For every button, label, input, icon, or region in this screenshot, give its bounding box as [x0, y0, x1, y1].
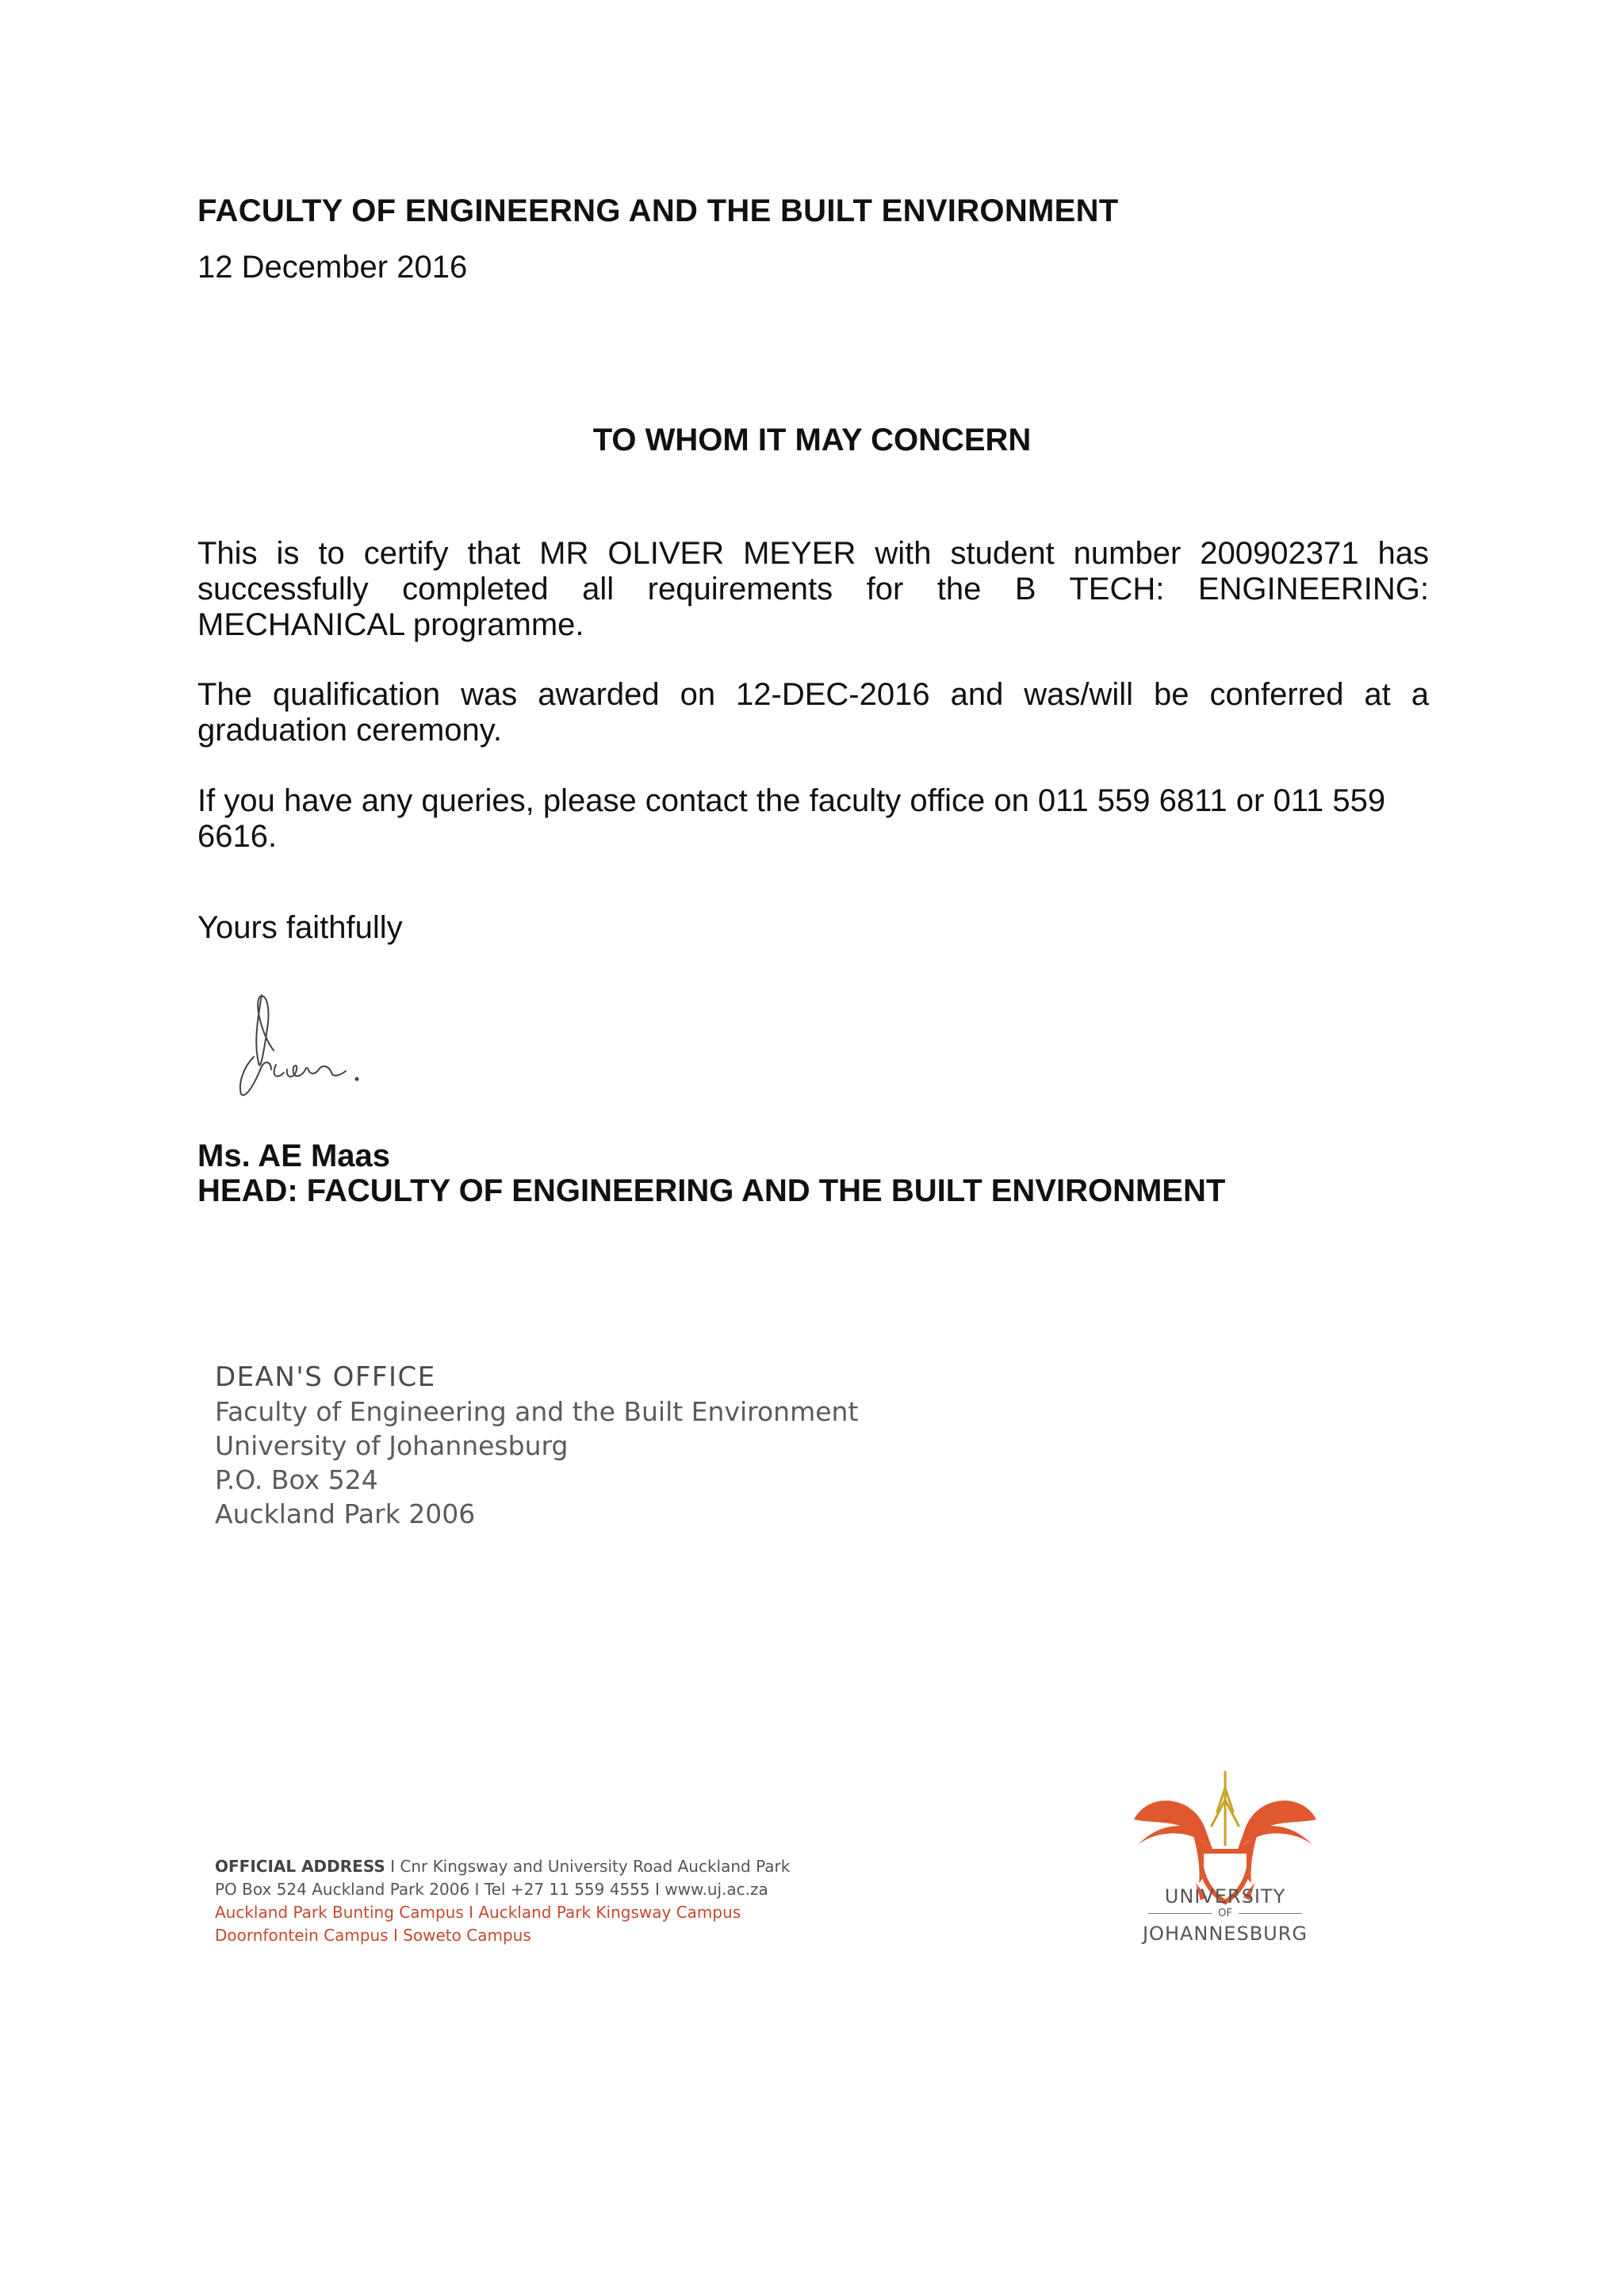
certification-paragraph: This is to certify that MR OLIVER MEYER with student number 200902371 has successfully completed all requirements for the B TECH: ENGINEERING: MECHANICAL programme.: [197, 536, 1429, 642]
salutation: TO WHOM IT MAY CONCERN: [592, 423, 1032, 457]
stamp-line: P.O. Box 524: [215, 1464, 378, 1495]
closing: Yours faithfully: [197, 910, 403, 945]
stamp-line: University of Johannesburg: [215, 1430, 569, 1461]
letter-date: 12 December 2016: [197, 250, 468, 285]
official-address: [215, 1855, 790, 1947]
stamp-line: Auckland Park 2006: [215, 1498, 476, 1529]
stamp-line: Faculty of Engineering and the Built Environment: [215, 1396, 859, 1427]
signatory-title: HEAD: FACULTY OF ENGINEERING AND THE BUILT ENVIRONMENT: [197, 1173, 1226, 1208]
signatory-name: Ms. AE Maas: [197, 1138, 391, 1173]
footer-line: PO Box 524 Auckland Park 2006 I Tel +27 11 559 4555 I www.uj.ac.za: [215, 1880, 768, 1899]
deans-office-stamp: [215, 1360, 858, 1531]
footer-campus-line: Auckland Park Bunting Campus I Auckland Park Kingsway Campus: [215, 1903, 741, 1922]
footer-campus-line: Doornfontein Campus I Soweto Campus: [215, 1926, 531, 1945]
logo-text-of: OF: [1118, 1908, 1332, 1919]
contact-paragraph: If you have any queries, please contact the faculty office on 011 559 6811 or 011 559 6616.: [197, 783, 1386, 854]
stamp-title: DEAN'S OFFICE: [215, 1361, 436, 1393]
handwritten-signature-icon: [230, 987, 381, 1106]
faculty-heading: FACULTY OF ENGINEERNG AND THE BUILT ENVIRONMENT: [197, 193, 1119, 228]
footer-line: [215, 1855, 790, 1878]
footer-label: OFFICIAL ADDRESS: [215, 1857, 385, 1876]
logo-text-university: UNIVERSITY: [1164, 1885, 1286, 1908]
footer-line-text: I Cnr Kingsway and University Road Auckland Park: [385, 1857, 791, 1876]
logo-text-johannesburg: JOHANNESBURG: [1142, 1923, 1308, 1945]
qualification-paragraph: The qualification was awarded on 12-DEC-2016 and was/will be conferred at a graduation ceremony.: [197, 677, 1429, 748]
